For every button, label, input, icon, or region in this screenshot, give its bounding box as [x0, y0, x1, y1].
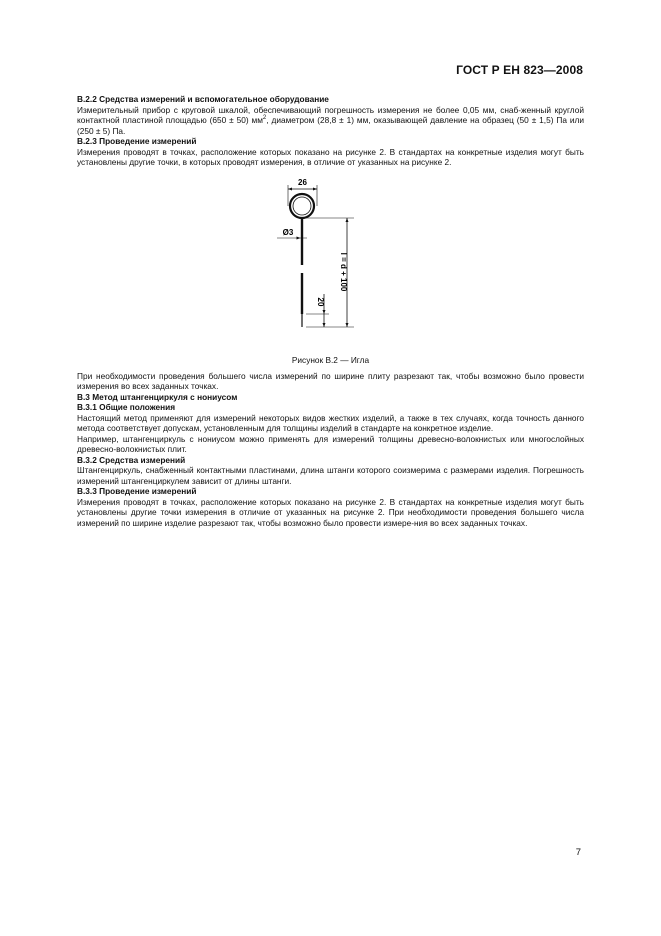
arrow-right [313, 187, 317, 190]
arrow-diameter [297, 236, 301, 239]
arrow-bottom-bottom [323, 323, 326, 327]
section-heading-b32: B.3.2 Средства измерений [77, 454, 186, 465]
dim-label-top: 26 [298, 177, 307, 187]
arrow-length-top [346, 218, 349, 222]
needle-loop-outer [290, 194, 314, 218]
paragraph-b22-part-a: Измерительный прибор с круговой шкалой, обеспечивающий погрешность измерения не более 0,05 мм, снаб-женный круглой контактной пластиной площадью (650 ± 50) мм [77, 104, 584, 125]
section-heading-b3: B.3 Метод штангенциркуля с нониусом [77, 391, 238, 402]
section-heading-b31: B.3.1 Общие положения [77, 402, 176, 412]
needle-loop-inner [293, 197, 311, 215]
dim-label-length: l = d + 100 [339, 252, 348, 291]
arrow-bottom-top [323, 310, 326, 314]
paragraph-b31-2: Например, штангенциркуль с нониусом можно применять для измерений толщины древесно-волокнистых или многослойных древесно-волокнистых плит. [77, 433, 584, 454]
arrow-length-bottom [346, 323, 349, 327]
paragraph-after-figure: При необходимости проведения большего числа измерений по ширине плиту разрезают так, чтобы возможно было провести измерения во всех заданных точках. [77, 370, 584, 391]
figure-needle [77, 171, 584, 371]
paragraph-b32: Штангенциркуль, снабженный контактными пластинами, длина штанги которого соизмерима с размерами изделия. Погрешность измерений штангенциркулем зависит от длины штанги. [77, 465, 584, 486]
superscript: 2 [262, 115, 267, 122]
needle-drawing [77, 171, 584, 371]
paragraph-b31-1: Настоящий метод применяют для измерений некоторых видов жестких изделий, а также в тех случаях, когда точность данного метода соответствует допускам, установленным для толщины изделий в стандарте на конкретное изделие. [77, 412, 584, 433]
section-heading-b22: B.2.2 Средства измерений и вспомогательное оборудование [77, 94, 329, 104]
figure-caption: Рисунок B.2 — Игла [291, 354, 370, 365]
paragraph-b22-part-b: , диаметром (28,8 ± 1) мм, оказывающей давление на образец (50 ± 1,5) Па или (250 ± 5) Па. [77, 115, 584, 136]
dim-label-diameter: Ø3 [282, 227, 294, 237]
section-heading-b33: B.3.3 Проведение измерений [77, 486, 197, 496]
arrow-left [288, 187, 292, 190]
paragraph-b33: Измерения проводят в точках, расположение которых показано на рисунке 2. В стандартах на конкретные изделия могут быть установлены другие точки измерения в отличие от указанных на рисунке 2. При необходимости проведения большего числа измерений по ширине изделие разрезают так, чтобы возможно было провести измере-ния во всех заданных точках. [77, 496, 584, 528]
document-id: ГОСТ Р ЕН 823—2008 [456, 63, 583, 77]
page-content [77, 94, 584, 528]
paragraph-b23: Измерения проводят в точках, расположение которых показано на рисунке 2. В стандартах на конкретные изделия могут быть установлены другие точки, в которых проводят измерения, в отличие от указанных на рисунке 2. [77, 146, 584, 167]
page-number: 7 [575, 847, 581, 858]
paragraph-b22 [77, 105, 584, 137]
dim-label-bottom: 20 [316, 297, 325, 306]
section-heading-b23: B.2.3 Проведение измерений [77, 136, 197, 146]
